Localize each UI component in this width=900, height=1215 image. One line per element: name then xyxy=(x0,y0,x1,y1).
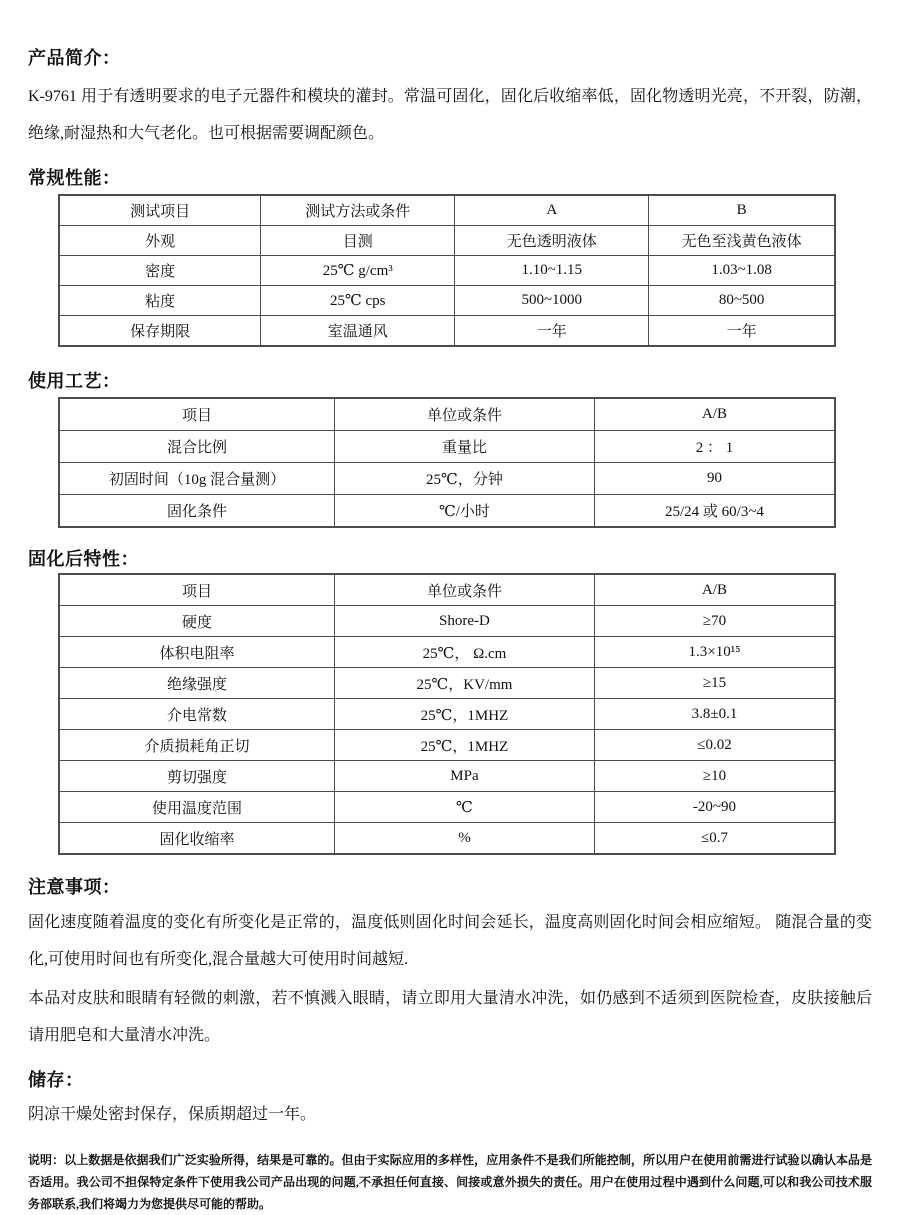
precautions-paragraph-2: 本品对皮肤和眼睛有轻微的刺激，若不慎溅入眼睛，请立即用大量清水冲洗，如仍感到不适须到医院检查，皮肤接触后请用肥皂和大量清水冲洗。 xyxy=(28,990,872,1044)
table-cell: ≤0.02 xyxy=(594,730,835,761)
table-cell: 体积电阻率 xyxy=(59,637,334,668)
table-row xyxy=(59,761,835,792)
table-cell: 25℃，分钟 xyxy=(334,463,594,495)
table-row xyxy=(59,730,835,761)
table-row xyxy=(59,495,835,528)
table-cell: 剪切强度 xyxy=(59,761,334,792)
column-header: 项目 xyxy=(59,398,334,431)
table-cell: 无色透明液体 xyxy=(455,226,649,256)
precautions-heading: 注意事项： xyxy=(28,877,121,897)
table-cell: % xyxy=(334,823,594,855)
table-cell: ≤0.7 xyxy=(594,823,835,855)
table-cell: 无色至浅黄色液体 xyxy=(649,226,835,256)
section-usage-process xyxy=(28,369,872,528)
table-cell: 密度 xyxy=(59,256,261,286)
table-cell: ≥70 xyxy=(594,606,835,637)
table-row xyxy=(59,316,835,347)
table-cell: 1.3×10¹⁵ xyxy=(594,637,835,668)
product-intro-paragraph: K-9761 用于有透明要求的电子元器件和模块的灌封。常温可固化，固化后收缩率低，固化物透明光亮，不开裂，防潮，绝缘,耐湿热和大气老化。也可根据需要调配颜色。 xyxy=(28,88,872,142)
table-cell: 90 xyxy=(594,463,835,495)
table-header-row xyxy=(59,574,835,606)
table-cell: 1.03~1.08 xyxy=(649,256,835,286)
table-row xyxy=(59,823,835,855)
usage-process-heading: 使用工艺： xyxy=(28,371,121,391)
table-header-row xyxy=(59,195,835,226)
cured-properties-table xyxy=(58,573,836,855)
column-header: A xyxy=(455,195,649,226)
table-row xyxy=(59,668,835,699)
table-cell: 25℃，1MHZ xyxy=(334,699,594,730)
table-cell: 初固时间（10g 混合量测） xyxy=(59,463,334,495)
table-cell: 500~1000 xyxy=(455,286,649,316)
usage-process-table xyxy=(58,397,836,528)
table-row xyxy=(59,637,835,668)
table-cell: ℃ xyxy=(334,792,594,823)
table-cell: 混合比例 xyxy=(59,431,334,463)
section-precautions xyxy=(28,875,872,1054)
table-row xyxy=(59,792,835,823)
table-cell: 使用温度范围 xyxy=(59,792,334,823)
table-cell: 固化收缩率 xyxy=(59,823,334,855)
precautions-paragraph-1: 固化速度随着温度的变化有所变化是正常的，温度低则固化时间会延长，温度高则固化时间会相应缩短。 随混合量的变化,可使用时间也有所变化,混合量越大可使用时间越短. xyxy=(28,914,872,968)
column-header: B xyxy=(649,195,835,226)
table-cell: 重量比 xyxy=(334,431,594,463)
cured-properties-heading: 固化后特性： xyxy=(28,549,139,569)
table-cell: 介质损耗角正切 xyxy=(59,730,334,761)
table-cell: Shore-D xyxy=(334,606,594,637)
general-properties-table xyxy=(58,194,836,347)
table-row xyxy=(59,463,835,495)
column-header: A/B xyxy=(594,574,835,606)
table-cell: 室温通风 xyxy=(261,316,455,347)
table-cell: 一年 xyxy=(455,316,649,347)
table-cell: 介电常数 xyxy=(59,699,334,730)
column-header: 单位或条件 xyxy=(334,574,594,606)
section-storage xyxy=(28,1068,872,1133)
table-cell: 25℃ cps xyxy=(261,286,455,316)
disclaimer-note: 说明：以上数据是依据我们广泛实验所得，结果是可靠的。但由于实际应用的多样性，应用条件不是我们所能控制，所以用户在使用前需进行试验以确认本品是否适用。我公司不担保特定条件下使用我公司产品出现的问题,不承担任何直接、间接或意外损失的责任。用户在使用过程中遇到什么问题,可以和我公司技术服务部联系,我们将竭力为您提供尽可能的帮助。 xyxy=(28,1153,872,1211)
table-cell: 25℃ g/cm³ xyxy=(261,256,455,286)
table-cell: 粘度 xyxy=(59,286,261,316)
column-header: 测试项目 xyxy=(59,195,261,226)
table-cell: 25℃，1MHZ xyxy=(334,730,594,761)
table-cell: 目测 xyxy=(261,226,455,256)
table-cell: 25℃，KV/mm xyxy=(334,668,594,699)
table-cell: ℃/小时 xyxy=(334,495,594,528)
column-header: 项目 xyxy=(59,574,334,606)
table-cell: -20~90 xyxy=(594,792,835,823)
table-row xyxy=(59,226,835,256)
section-general-properties xyxy=(28,166,872,347)
table-cell: 2 ： 1 xyxy=(594,431,835,463)
table-cell: 绝缘强度 xyxy=(59,668,334,699)
storage-paragraph: 阴凉干燥处密封保存，保质期超过一年。 xyxy=(28,1106,317,1123)
table-cell: 80~500 xyxy=(649,286,835,316)
table-cell: 一年 xyxy=(649,316,835,347)
table-row xyxy=(59,286,835,316)
section-cured-properties xyxy=(28,547,872,855)
table-cell: 25℃， Ω.cm xyxy=(334,637,594,668)
table-cell: ≥15 xyxy=(594,668,835,699)
section-product-intro xyxy=(28,46,872,152)
table-cell: 1.10~1.15 xyxy=(455,256,649,286)
product-intro-heading: 产品简介： xyxy=(28,48,121,68)
general-properties-heading: 常规性能： xyxy=(28,168,121,188)
table-cell: 保存期限 xyxy=(59,316,261,347)
table-header-row xyxy=(59,398,835,431)
table-cell: 硬度 xyxy=(59,606,334,637)
table-row xyxy=(59,256,835,286)
table-cell: 外观 xyxy=(59,226,261,256)
table-cell: 25/24 或 60/3~4 xyxy=(594,495,835,528)
table-row xyxy=(59,606,835,637)
table-row xyxy=(59,431,835,463)
table-cell: 固化条件 xyxy=(59,495,334,528)
column-header: 单位或条件 xyxy=(334,398,594,431)
table-cell: ≥10 xyxy=(594,761,835,792)
storage-heading: 储存： xyxy=(28,1070,84,1090)
column-header: A/B xyxy=(594,398,835,431)
table-cell: MPa xyxy=(334,761,594,792)
table-row xyxy=(59,699,835,730)
table-cell: 3.8±0.1 xyxy=(594,699,835,730)
column-header: 测试方法或条件 xyxy=(261,195,455,226)
